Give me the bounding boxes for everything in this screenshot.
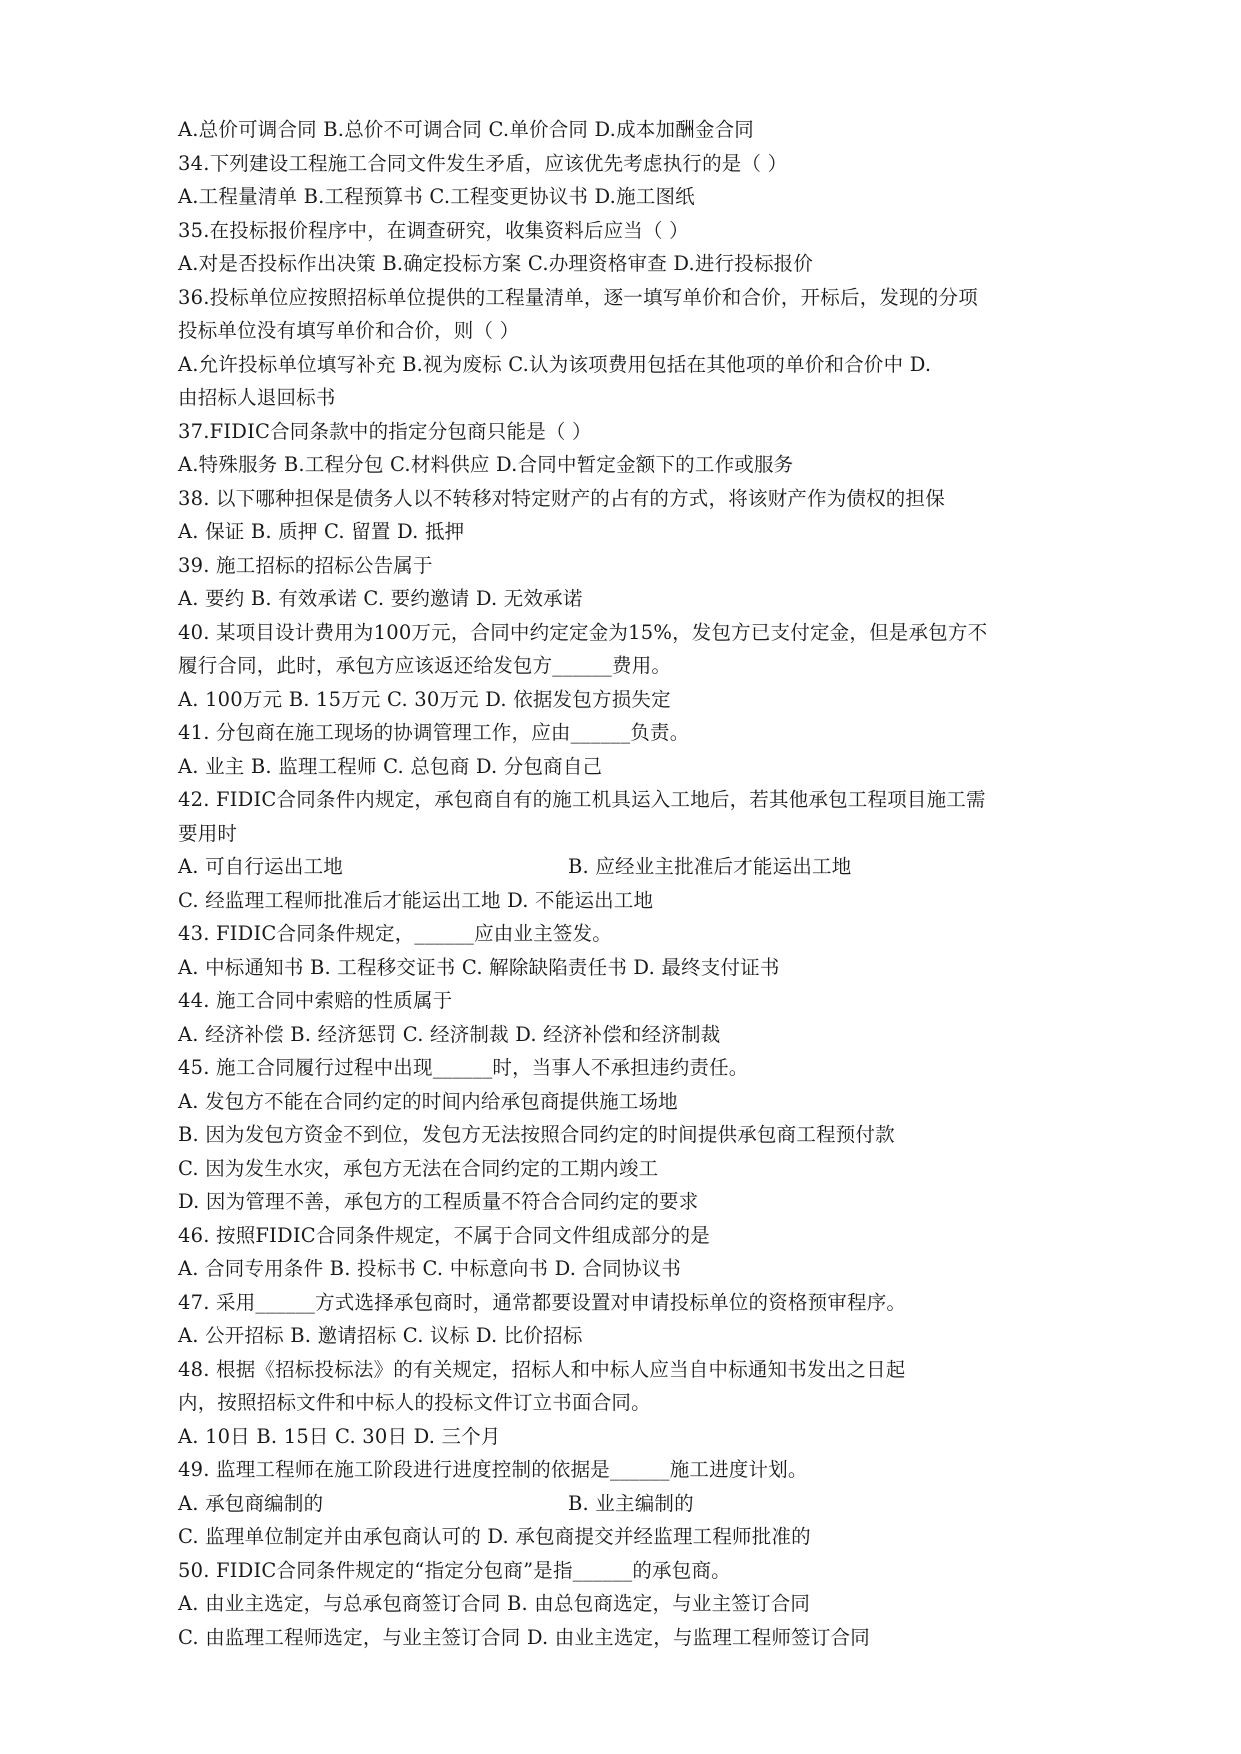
question-text: 41. 分包商在施工现场的协调管理工作，应由______负责。 bbox=[178, 721, 690, 744]
question-text: 47. 采用______方式选择承包商时，通常都要设置对申请投标单位的资格预审程序。 bbox=[178, 1290, 907, 1314]
question-text: 44. 施工合同中索赔的性质属于 bbox=[178, 989, 453, 1012]
text-line: A. 中标通知书 B. 工程移交证书 C. 解除缺陷责任书 D. 最终支付证书 bbox=[178, 955, 780, 979]
question-text: 35.在投标报价程序中，在调查研究，收集资料后应当（ ） bbox=[178, 218, 689, 242]
text-line: 要用时 bbox=[178, 821, 238, 845]
option-text: B. 业主编制的 bbox=[568, 1491, 694, 1515]
question-text: 45. 施工合同履行过程中出现______时，当事人不承担违约责任。 bbox=[178, 1056, 749, 1079]
text-line: A. 10日 B. 15日 C. 30日 D. 三个月 bbox=[178, 1424, 501, 1448]
text-line: B. 因为发包方资金不到位，发包方无法按照合同约定的时间提供承包商工程预付款 bbox=[178, 1123, 895, 1146]
text-line: 内，按照招标文件和中标人的投标文件订立书面合同。 bbox=[178, 1391, 651, 1414]
text-line: A. 公开招标 B. 邀请招标 C. 议标 D. 比价招标 bbox=[178, 1324, 583, 1347]
question-text: 48. 根据《招标投标法》的有关规定，招标人和中标人应当自中标通知书发出之日起 bbox=[178, 1357, 906, 1381]
text-line: A.特殊服务 B.工程分包 C.材料供应 D.合同中暂定金额下的工作或服务 bbox=[178, 453, 794, 476]
question-text: 39. 施工招标的招标公告属于 bbox=[178, 553, 433, 577]
option-row bbox=[178, 850, 1078, 884]
question-text: 42. FIDIC合同条件内规定，承包商自有的施工机具运入工地后，若其他承包工程项目施工需 bbox=[178, 788, 986, 811]
text-line: A.对是否投标作出决策 B.确定投标方案 C.办理资格审查 D.进行投标报价 bbox=[178, 252, 814, 275]
question-text: 50. FIDIC合同条件规定的“指定分包商”是指______的承包商。 bbox=[178, 1558, 731, 1582]
option-text: B. 应经业主批准后才能运出工地 bbox=[568, 855, 852, 878]
text-line: A. 经济补偿 B. 经济惩罚 C. 经济制裁 D. 经济补偿和经济制裁 bbox=[178, 1022, 721, 1046]
text-line: A. 合同专用条件 B. 投标书 C. 中标意向书 D. 合同协议书 bbox=[178, 1257, 682, 1280]
question-text: 36.投标单位应按照招标单位提供的工程量清单，逐一填写单价和合价，开标后，发现的分项 bbox=[178, 285, 978, 309]
text-line: 投标单位没有填写单价和合价，则（ ） bbox=[178, 319, 520, 342]
question-text: 43. FIDIC合同条件规定，______应由业主签发。 bbox=[178, 922, 613, 945]
text-line: A. 要约 B. 有效承诺 C. 要约邀请 D. 无效承诺 bbox=[178, 587, 583, 610]
question-text: 46. 按照FIDIC合同条件规定，不属于合同文件组成部分的是 bbox=[178, 1223, 710, 1247]
option-text: A. 可自行运出工地 bbox=[178, 855, 343, 878]
text-line: A. 业主 B. 监理工程师 C. 总包商 D. 分包商自己 bbox=[178, 754, 603, 778]
question-text: 34.下列建设工程施工合同文件发生矛盾，应该优先考虑执行的是（ ） bbox=[178, 151, 788, 175]
text-line: A.允许投标单位填写补充 B.视为废标 C.认为该项费用包括在其他项的单价和合价中 D. bbox=[178, 352, 932, 376]
text-line: 由招标人退回标书 bbox=[178, 386, 336, 409]
text-line: A. 由业主选定，与总承包商签订合同 B. 由总包商选定，与业主签订合同 bbox=[178, 1592, 811, 1615]
text-line: 履行合同，此时，承包方应该返还给发包方______费用。 bbox=[178, 654, 672, 677]
question-text: 37.FIDIC合同条款中的指定分包商只能是（ ） bbox=[178, 419, 592, 443]
text-line: A.工程量清单 B.工程预算书 C.工程变更协议书 D.施工图纸 bbox=[178, 185, 695, 208]
question-text: 40. 某项目设计费用为100万元，合同中约定定金为15%，发包方已支付定金，但是承包方不 bbox=[178, 620, 988, 644]
text-line: A. 保证 B. 质押 C. 留置 D. 抵押 bbox=[178, 520, 465, 543]
option-row bbox=[178, 1487, 1078, 1521]
text-line: D. 因为管理不善，承包方的工程质量不符合合同约定的要求 bbox=[178, 1190, 699, 1213]
question-text: 38. 以下哪种担保是债务人以不转移对特定财产的占有的方式，将该财产作为债权的担保 bbox=[178, 486, 945, 510]
question-list bbox=[178, 113, 1078, 1654]
text-line: A.总价可调合同 B.总价不可调合同 C.单价合同 D.成本加酬金合同 bbox=[178, 118, 754, 141]
text-line: A. 发包方不能在合同约定的时间内给承包商提供施工场地 bbox=[178, 1089, 678, 1113]
text-line: A. 100万元 B. 15万元 C. 30万元 D. 依据发包方损失定 bbox=[178, 687, 671, 711]
text-line: C. 监理单位制定并由承包商认可的 D. 承包商提交并经监理工程师批准的 bbox=[178, 1525, 811, 1548]
text-line: C. 由监理工程师选定，与业主签订合同 D. 由业主选定，与监理工程师签订合同 bbox=[178, 1625, 870, 1649]
text-line: C. 经监理工程师批准后才能运出工地 D. 不能运出工地 bbox=[178, 888, 654, 912]
question-text: 49. 监理工程师在施工阶段进行进度控制的依据是______施工进度计划。 bbox=[178, 1458, 808, 1481]
text-line: C. 因为发生水灾，承包方无法在合同约定的工期内竣工 bbox=[178, 1156, 659, 1180]
option-text: A. 承包商编制的 bbox=[178, 1491, 324, 1515]
